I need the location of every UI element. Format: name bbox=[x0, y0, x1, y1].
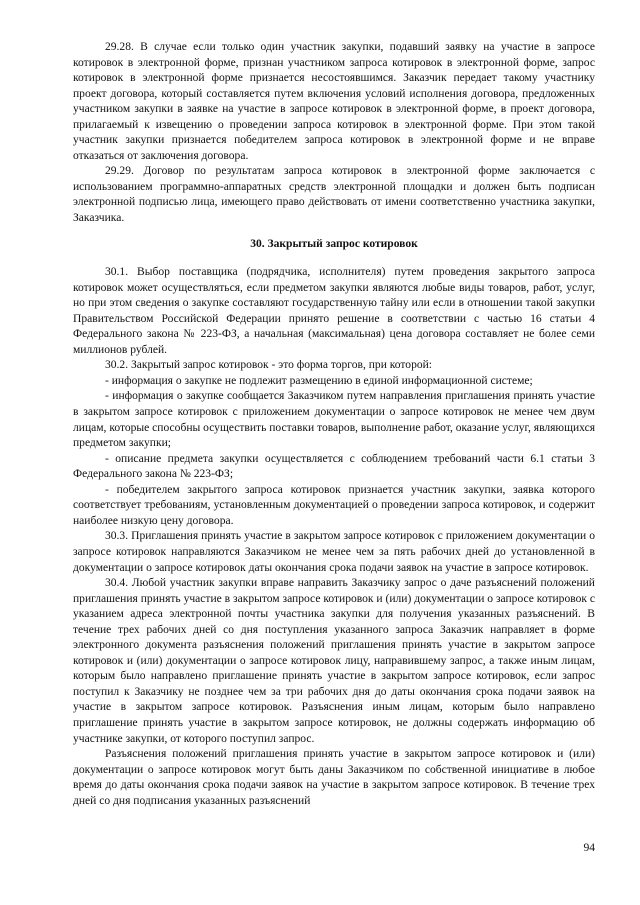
paragraph-30-1: 30.1. Выбор поставщика (подрядчика, исполнителя) путем проведения закрытого запроса котировок может осуществляться, если предметом закупки являются любые виды товаров, работ, услуг, но при этом сведения о закупке составляют государственную тайну или если в отношении такой закупки Правительством Российской Федерации принято решение в соответствии с частью 16 статьи 4 Федерального закона № 223-ФЗ, а начальная (максимальная) цена договора составляет не более семи миллионов рублей. bbox=[73, 266, 595, 356]
paragraph-30-2: 30.2. Закрытый запрос котировок - это форма торгов, при которой: bbox=[105, 359, 433, 372]
paragraph-30-3: 30.3. Приглашения принять участие в закрытом запросе котировок с приложением документации о запросе котировок направляются Заказчиком не менее чем за пять рабочих дней до установленной в документации о запросе котировок даты окончания срока подачи заявок на участие в запросе котировок. bbox=[73, 530, 595, 574]
list-item-description: - описание предмета закупки осуществляется с соблюдением требований части 6.1 статьи 3 Федерального закона № 223-ФЗ; bbox=[73, 452, 595, 481]
paragraph-29-29: 29.29. Договор по результатам запроса котировок в электронной форме заключается с использованием программно-аппаратных средств электронной площадки и должен быть подписан электронной подписью лица, имеющего право действовать от имени соответственно участника закупки, Заказчика. bbox=[73, 165, 595, 225]
paragraph-29-28: 29.28. В случае если только один участник закупки, подавший заявку на участие в запросе котировок в электронной форме, признан участником запроса котировок в электронной форме, запрос котировок в электронной форме признается несостоявшимся. Заказчик передает такому участнику проект договора, который составляется путем включения условий исполнения договора, предложенных участником закупки в заявке на участие в запросе котировок в электронной форме, в проект договора, прилагаемый к извещению о проведении запроса котировок в электронной форме. При этом такой участник закупки признается победителем запроса котировок в электронной форме и не вправе отказаться от заключения договора. bbox=[73, 41, 595, 162]
paragraph-clarifications: Разъяснения положений приглашения принять участие в закрытом запросе котировок и (или) документации о запросе котировок могут быть даны Заказчиком по собственной инициативе в любое время до даты окончания срока подачи заявок на участие в закрытом запросе котировок. В течение трех дней со дня подписания указанных разъяснений bbox=[73, 748, 595, 807]
list-item-no-publication: - информация о закупке не подлежит размещению в единой информационной системе; bbox=[105, 374, 533, 387]
document-page bbox=[73, 40, 595, 809]
section-heading: 30. Закрытый запрос котировок bbox=[250, 237, 418, 250]
list-item-invitation: - информация о закупке сообщается Заказчиком путем направления приглашения принять участие в закрытом запросе котировок с приложением документации о запросе котировок не менее чем двум лицам, которые способны осуществить поставки товаров, выполнение работ, оказание услуг, являющихся предметом закупки; bbox=[73, 390, 596, 450]
paragraph-30-4: 30.4. Любой участник закупки вправе направить Заказчику запрос о даче разъяснений положений приглашения принять участие в закрытом запросе котировок и (или) документации о запросе котировок с указанием адреса электронной почты участника закупки для получения указанных разъяснений. В течение трех рабочих дней со дня поступления указанного запроса Заказчик направляет в форме электронного документа разъяснения положений приглашения принять участие в закрытом запросе котировок и (или) документации о запросе котировок лицу, направившему запрос, а также иным лицам, которым было направлено приглашение принять участие в закрытом запросе котировок, если запрос поступил к Заказчику не позднее чем за три рабочих дня до даты окончания срока подачи заявок на участие в закрытом запросе котировок. Разъяснения иным лицам, которым было направлено приглашение принять участие в закрытом запросе котировок, не должны содержать информацию об участнике закупки, от которого поступил запрос. bbox=[73, 577, 595, 745]
page-number: 94 bbox=[583, 842, 595, 854]
list-item-winner: - победителем закрытого запроса котировок признается участник закупки, заявка которого соответствует требованиям, установленным документацией о проведении запроса котировок, и содержит наиболее низкую цену договора. bbox=[73, 483, 595, 527]
